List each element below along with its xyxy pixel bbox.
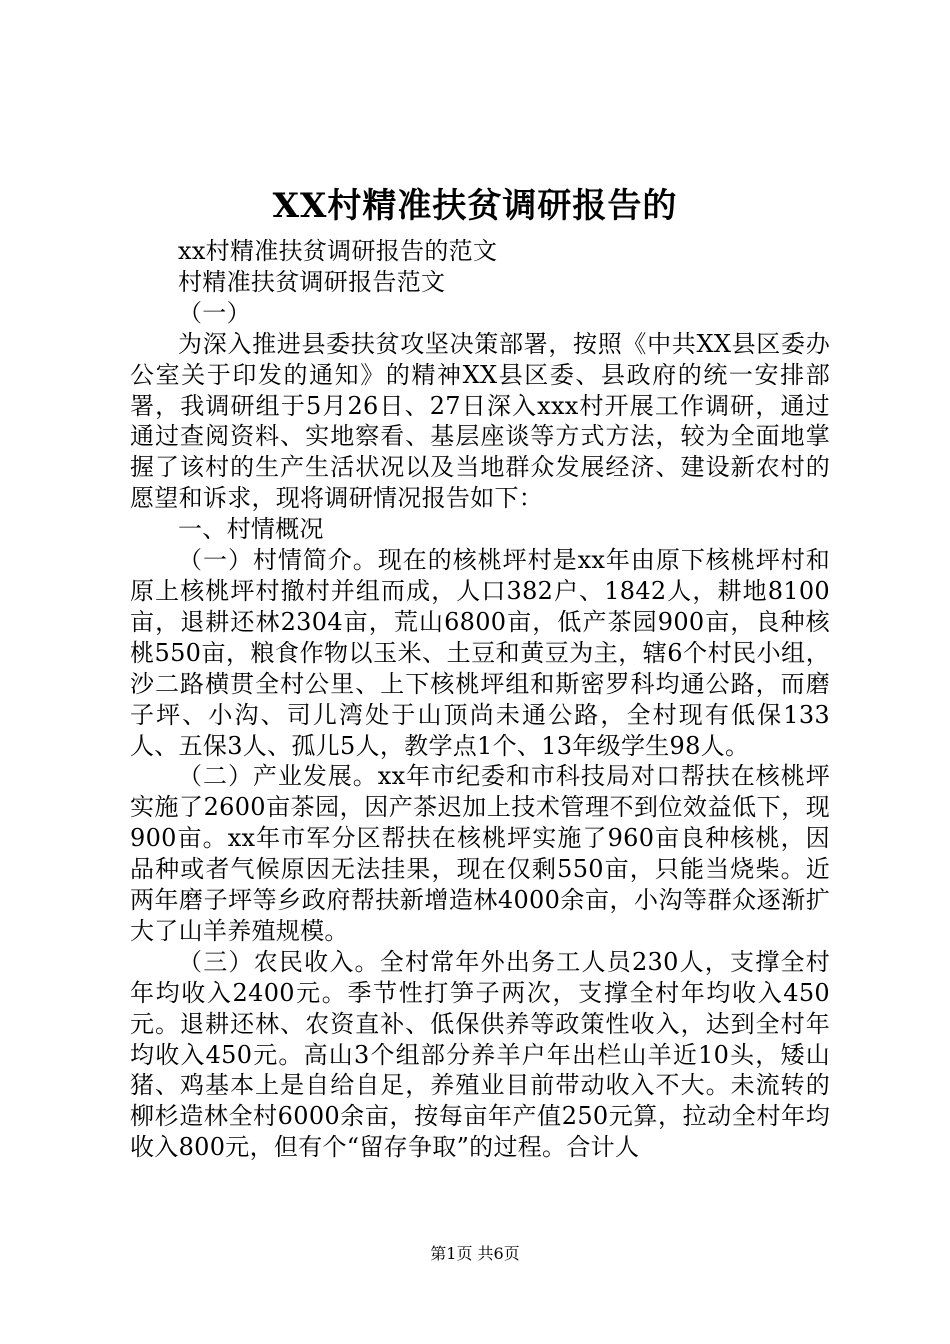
- section-heading: 一、村情概况: [178, 515, 324, 544]
- paragraph-industry: （二）产业发展。xx年市纪委和市科技局对口帮扶在核桃坪实施了2600亩茶园，因产茶迟加上技术管理不到位效益低下，现900亩。xx年市军分区帮扶在核桃坪实施了960亩良种核桃，因品种或者气候原因无法挂果，现在仅剩550亩，只能当烧柴。近两年磨子坪等乡政府帮扶新增造林4000余亩，小沟等群众逐渐扩大了山羊养殖规模。: [130, 762, 830, 945]
- page-number-footer: 第1页 共6页: [430, 1244, 520, 1263]
- document-title: XX村精准扶贫调研报告的: [272, 186, 678, 226]
- paragraph-intro: 为深入推进县委扶贫攻坚决策部署，按照《中共XX县区委办公室关于印发的通知》的精神XX县区委、县政府的统一安排部署，我调研组于5月26日、27日深入xxx村开展工作调研，通过通过查阅资料、实地察看、基层座谈等方式方法，较为全面地掌握了该村的生产生活状况以及当地群众发展经济、建设新农村的愿望和诉求，现将调研情况报告如下：: [130, 329, 830, 513]
- document-body: [130, 236, 830, 1163]
- paragraph-village-intro: （一）村情简介。现在的核桃坪村是xx年由原下核桃坪村和原上核桃坪村撤村并组而成，人口382户、1842人，耕地8100亩，退耕还林2304亩，荒山6800亩，低产茶园900亩，良种核桃550亩，粮食作物以玉米、土豆和黄豆为主，辖6个村民小组，沙二路横贯全村公里、上下核桃坪组和斯密罗科均通公路，而磨子坪、小沟、司儿湾处于山顶尚未通公路，全村现有低保133人、五保3人、孤儿5人，教学点1个、13年级学生98人。: [130, 546, 830, 760]
- subtitle-line-1: xx村精准扶贫调研报告的范文: [178, 237, 498, 265]
- subtitle-line-2: 村精准扶贫调研报告范文: [178, 267, 446, 296]
- paragraph-income: （三）农民收入。全村常年外出务工人员230人，支撑全村年均收入2400元。季节性打笋子两次，支撑全村年均收入450元。退耕还林、农资直补、低保供养等政策性收入，达到全村年均收入450元。高山3个组部分养羊户年出栏山羊近10头，矮山猪、鸡基本上是自给自足，养殖业目前带动收入不大。未流转的柳杉造林全村6000余亩，按每亩年产值250元算，拉动全村年均收入800元，但有个“留存争取”的过程。合计人: [130, 947, 830, 1162]
- section-marker: （一）: [178, 298, 251, 327]
